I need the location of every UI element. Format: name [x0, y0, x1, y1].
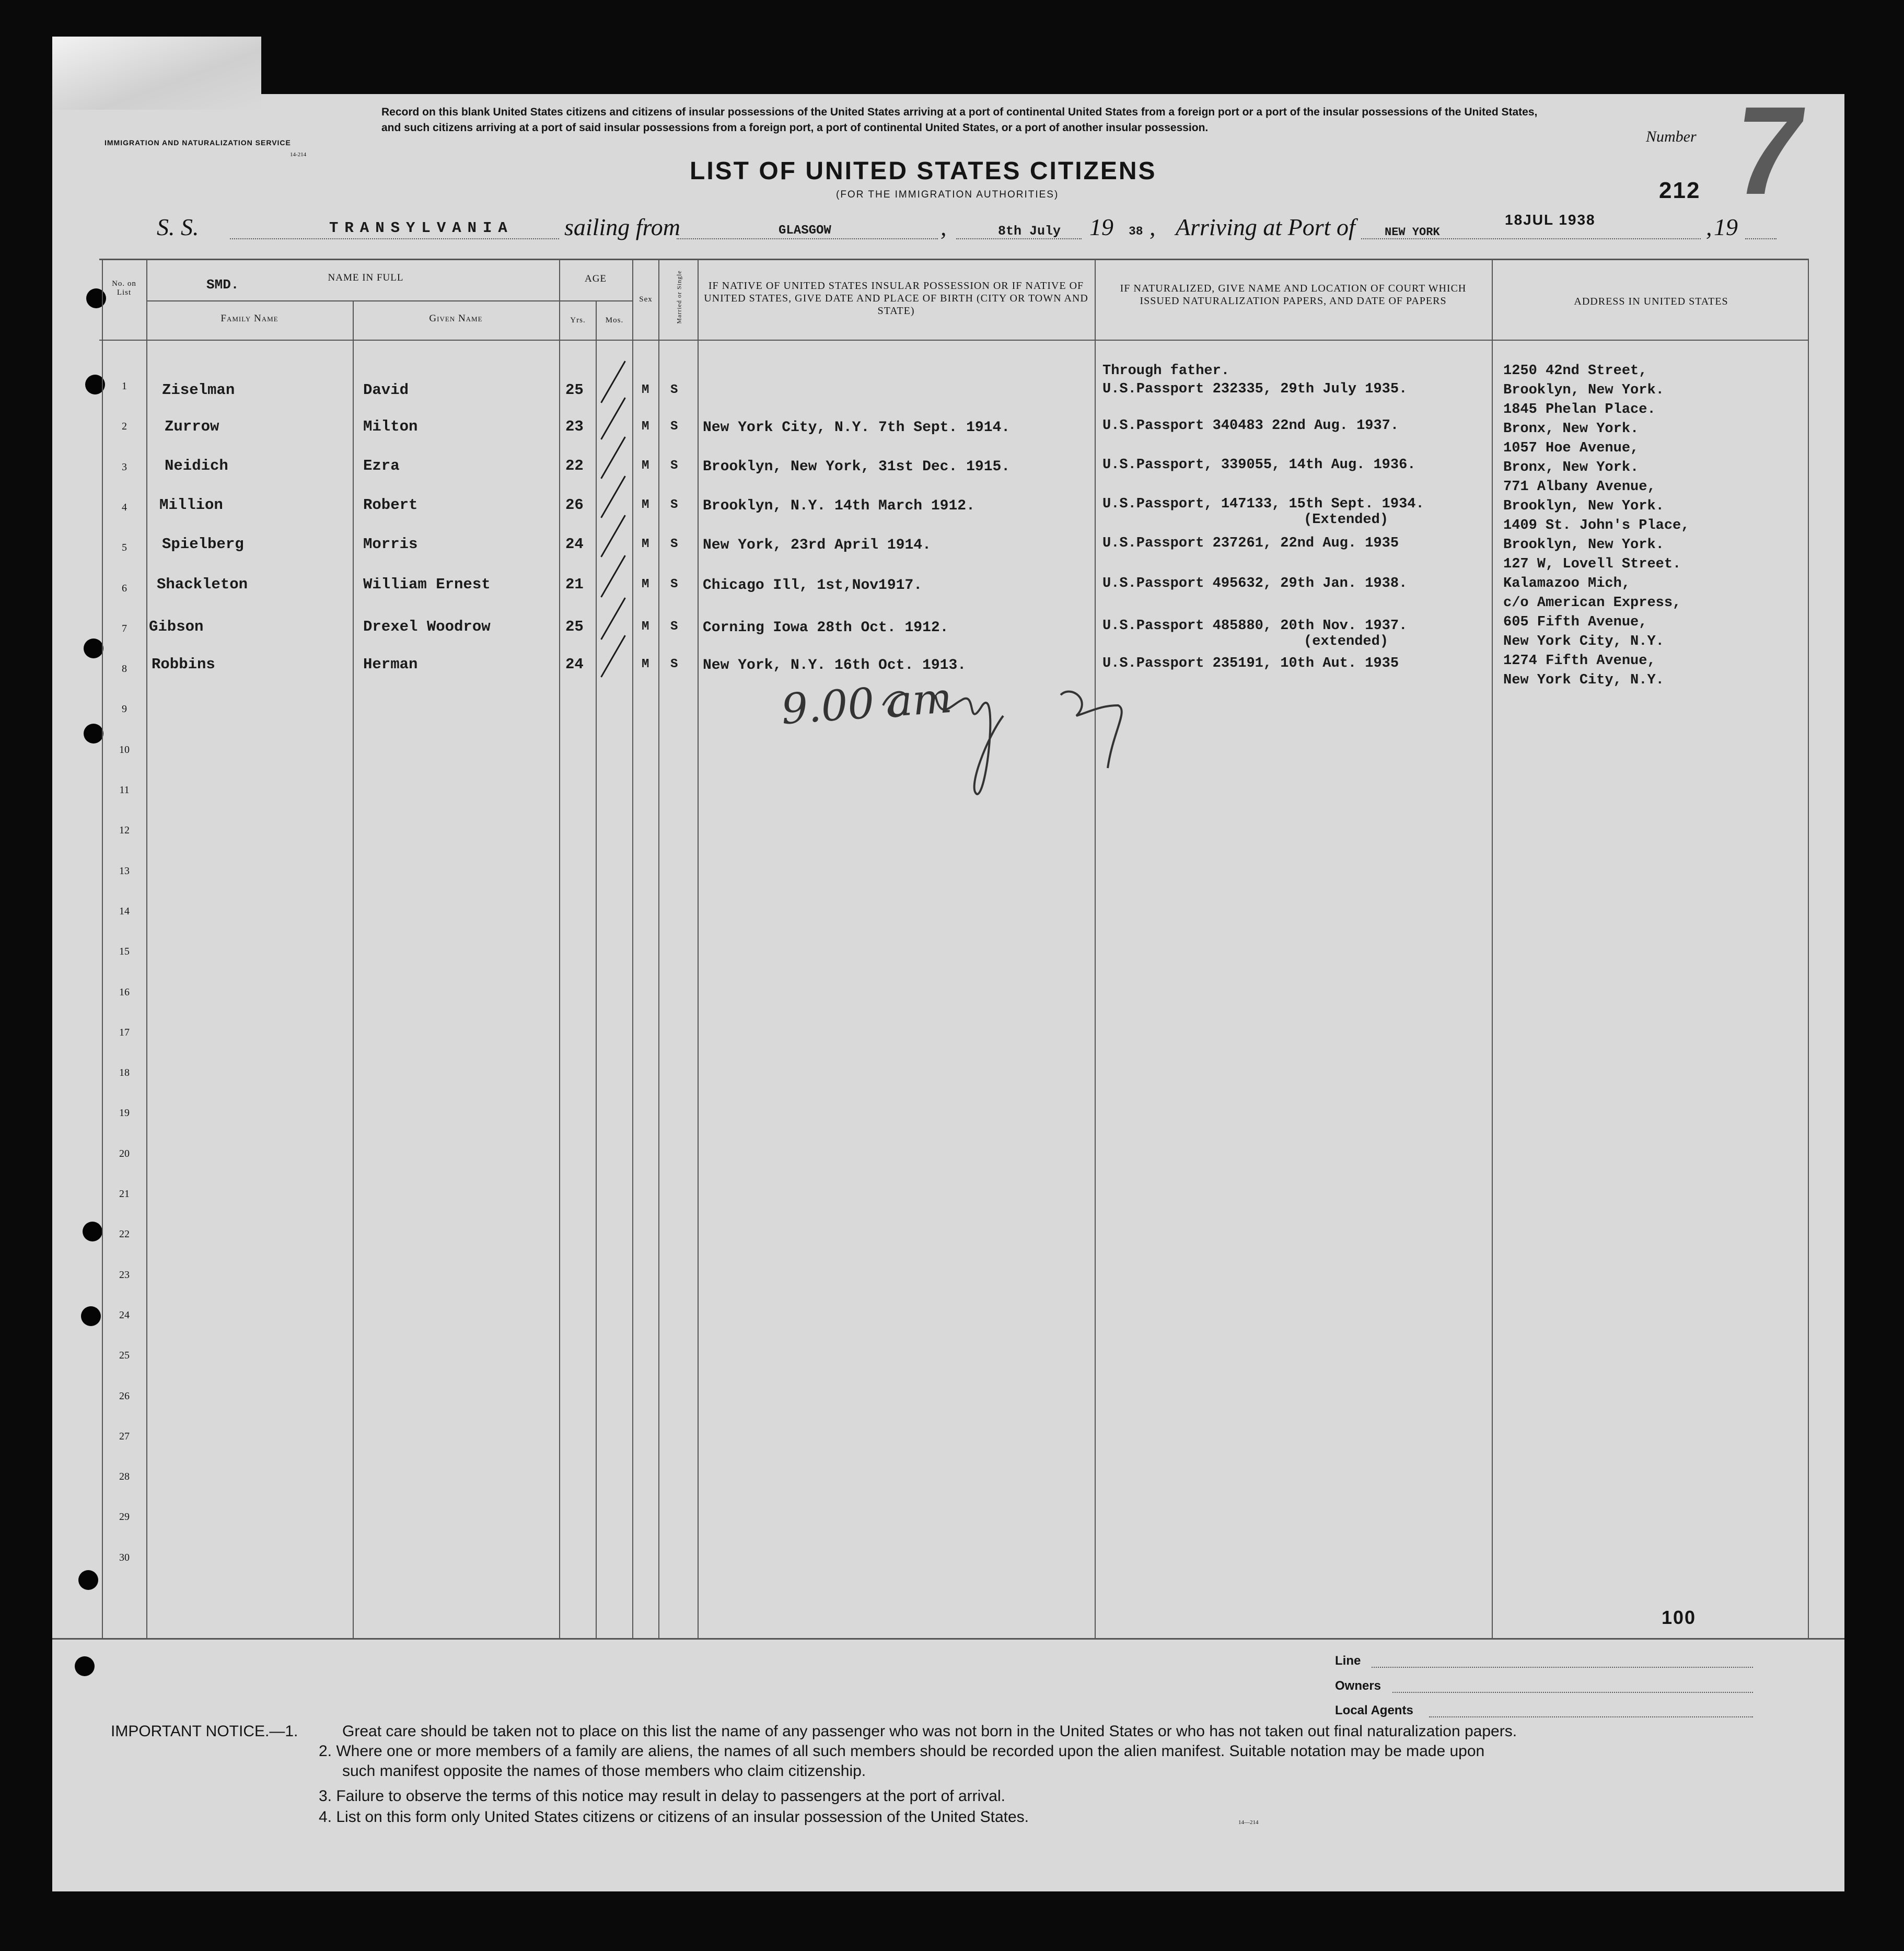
address-cell: Bronx, New York. — [1503, 460, 1639, 475]
col-address: ADDRESS IN UNITED STATES — [1574, 296, 1728, 307]
row-number: 12 — [119, 824, 130, 837]
row-number: 11 — [119, 784, 130, 796]
address-cell: Brooklyn, New York. — [1503, 537, 1664, 553]
marital-status-cell: S — [670, 459, 678, 473]
marital-status-cell: S — [670, 420, 678, 434]
col-birth: IF NATIVE OF UNITED STATES INSULAR POSSESSION OR IF NATIVE OF UNITED STATES, GIVE DATE AND PLACE OF BIRTH (CITY OR TOWN AND STATE) — [704, 280, 1088, 317]
marital-status-cell: S — [670, 498, 678, 512]
row-number: 4 — [122, 501, 127, 513]
sex-cell: M — [642, 498, 649, 512]
address-cell: 1250 42nd Street, — [1503, 363, 1647, 379]
table-top-border — [99, 259, 1808, 260]
age-cell: 24 — [565, 656, 584, 673]
sailing-date: 8th July — [998, 224, 1061, 239]
notice-1: Great care should be taken not to place on this list the name of any passenger who was not born in the United States or who has not taken out final naturalization papers. — [342, 1723, 1517, 1740]
birth-cell: Chicago Ill, 1st,Nov1917. — [703, 577, 923, 594]
marital-status-cell: S — [670, 620, 678, 634]
notice-3: 3. Failure to observe the terms of this notice may result in delay to passengers at the port of arrival. — [319, 1787, 1005, 1805]
address-cell: Brooklyn, New York. — [1503, 382, 1664, 398]
address-cell: 605 Fifth Avenue, — [1503, 614, 1647, 630]
family-name-cell: Ziselman — [162, 381, 235, 399]
handwritten-annotation: 9.00 am — [780, 673, 954, 734]
address-cell: Bronx, New York. — [1503, 421, 1639, 437]
count-stamp: 100 — [1662, 1607, 1697, 1628]
footer-line-label: Line — [1335, 1654, 1361, 1668]
age-cell: 23 — [565, 418, 584, 435]
punch-hole — [84, 638, 103, 658]
family-name-cell: Neidich — [165, 457, 228, 474]
naturalization-cell: U.S.Passport 495632, 29th Jan. 1938. — [1102, 576, 1408, 591]
row-number: 10 — [119, 744, 130, 756]
col-married-single: Married or Single — [675, 270, 683, 324]
col-yrs: Yrs. — [570, 316, 586, 324]
col-age: AGE — [584, 273, 607, 284]
birth-cell: New York, N.Y. 16th Oct. 1913. — [703, 657, 967, 673]
family-name-cell: Shackleton — [157, 576, 248, 593]
row-number: 5 — [122, 542, 127, 554]
naturalization-cell: U.S.Passport 235191, 10th Aut. 1935 — [1102, 656, 1399, 671]
address-cell: 1274 Fifth Avenue, — [1503, 653, 1656, 669]
row-number: 27 — [119, 1430, 130, 1442]
row-number: 16 — [119, 986, 130, 998]
sex-cell: M — [642, 657, 649, 671]
address-cell: 127 W, Lovell Street. — [1503, 556, 1681, 572]
family-name-cell: Spielberg — [162, 536, 244, 553]
address-cell: Kalamazoo Mich, — [1503, 576, 1631, 591]
address-cell: 1057 Hoe Avenue, — [1503, 440, 1639, 456]
naturalization-cell: U.S.Passport, 339055, 14th Aug. 1936. — [1102, 457, 1416, 473]
given-name-cell: Drexel Woodrow — [363, 618, 491, 635]
marital-status-cell: S — [670, 657, 678, 671]
address-cell: New York City, N.Y. — [1503, 672, 1664, 688]
birth-cell: Brooklyn, New York, 31st Dec. 1915. — [703, 459, 1011, 475]
row-number: 13 — [119, 865, 130, 877]
col-family-name: Family Name — [220, 313, 278, 324]
sailing-label: sailing from — [564, 214, 680, 240]
birth-cell: Brooklyn, N.Y. 14th March 1912. — [703, 498, 975, 514]
sex-cell: M — [642, 420, 649, 434]
naturalization-cell: U.S.Passport 340483 22nd Aug. 1937. — [1102, 418, 1399, 434]
row-number: 21 — [119, 1188, 130, 1200]
row-number: 28 — [119, 1471, 130, 1483]
punch-hole — [84, 724, 103, 744]
address-cell: Brooklyn, New York. — [1503, 498, 1664, 514]
birth-cell: New York, 23rd April 1914. — [703, 537, 931, 553]
sex-cell: M — [642, 537, 649, 551]
table-header-border — [99, 340, 1808, 341]
marital-status-cell: S — [670, 383, 678, 397]
signature-scrawl — [779, 674, 1155, 799]
smd-note: SMD. — [206, 277, 239, 293]
row-number: 3 — [122, 461, 127, 473]
address-cell: 1845 Phelan Place. — [1503, 402, 1656, 417]
address-cell: 1409 St. John's Place, — [1503, 518, 1690, 533]
list-number: 212 — [1659, 178, 1701, 203]
department-name: IMMIGRATION AND NATURALIZATION SERVICE — [105, 138, 291, 147]
col-name-in-full: NAME IN FULL — [328, 272, 404, 283]
marital-status-cell: S — [670, 537, 678, 551]
notice-2: 2. Where one or more members of a family are aliens, the names of all such members should be recorded upon the alien manifest. Suitable notation may be made upon — [319, 1743, 1485, 1760]
birth-cell: Corning Iowa 28th Oct. 1912. — [703, 620, 949, 636]
given-name-cell: Ezra — [363, 457, 400, 474]
folded-corner — [52, 37, 261, 110]
punch-hole — [86, 288, 106, 308]
birth-cell: New York City, N.Y. 7th Sept. 1914. — [703, 420, 1011, 436]
punch-hole — [75, 1656, 95, 1676]
given-name-cell: Herman — [363, 656, 418, 673]
row-number: 14 — [119, 905, 130, 917]
given-name-cell: Robert — [363, 496, 418, 514]
punch-hole — [78, 1570, 98, 1590]
ship-name: TRANSYLVANIA — [329, 219, 514, 237]
family-name-cell: Robbins — [152, 656, 215, 673]
form-code: 14-214 — [290, 152, 307, 158]
row-number: 19 — [119, 1107, 130, 1119]
row-number: 1 — [122, 380, 127, 392]
age-cell: 25 — [565, 381, 584, 399]
col-mos: Mos. — [605, 316, 624, 324]
notice-label: IMPORTANT NOTICE.—1. — [111, 1723, 298, 1740]
row-number: 29 — [119, 1511, 130, 1523]
family-name-cell: Zurrow — [165, 418, 219, 435]
naturalization-cell: U.S.Passport 485880, 20th Nov. 1937. — [1102, 618, 1408, 634]
naturalization-cell: (Extended) — [1304, 512, 1389, 528]
row-number: 30 — [119, 1551, 130, 1563]
row-number: 25 — [119, 1350, 130, 1362]
sex-cell: M — [642, 383, 649, 397]
col-no-on-list: No. on List — [112, 280, 136, 297]
sex-cell: M — [642, 459, 649, 473]
year-blank: 19 — [1714, 214, 1738, 240]
arrival-date-stamp: 18JUL 1938 — [1505, 212, 1596, 228]
footer-owners-label: Owners — [1335, 1679, 1381, 1693]
naturalization-cell: Through father. — [1102, 363, 1230, 379]
address-cell: c/o American Express, — [1503, 595, 1681, 611]
sex-cell: M — [642, 620, 649, 634]
col-sex: Sex — [639, 295, 653, 304]
notice-4: 4. List on this form only United States citizens or citizens of an insular possession of the United States. — [319, 1808, 1029, 1826]
row-number: 23 — [119, 1269, 130, 1281]
sex-cell: M — [642, 577, 649, 591]
age-cell: 24 — [565, 536, 584, 553]
ss-label: S. S. — [157, 214, 199, 240]
row-number: 18 — [119, 1067, 130, 1079]
notice-2-cont: such manifest opposite the names of those members who claim citizenship. — [342, 1762, 866, 1780]
naturalization-cell: U.S.Passport 232335, 29th July 1935. — [1102, 381, 1408, 397]
naturalization-cell: U.S.Passport, 147133, 15th Sept. 1934. — [1102, 496, 1424, 512]
arrival-port: NEW YORK — [1385, 226, 1440, 239]
col-given-name: Given Name — [429, 313, 483, 324]
row-number: 20 — [119, 1147, 130, 1159]
departure-port: GLASGOW — [779, 224, 831, 238]
naturalization-cell: (extended) — [1304, 634, 1389, 649]
row-number: 7 — [122, 622, 127, 634]
col-naturalized: IF NATURALIZED, GIVE NAME AND LOCATION OF COURT WHICH ISSUED NATURALIZATION PAPERS, AND DATE OF PAPERS — [1120, 283, 1467, 307]
row-number: 24 — [119, 1309, 130, 1321]
given-name-cell: David — [363, 381, 409, 399]
address-cell: New York City, N.Y. — [1503, 634, 1664, 649]
punch-hole — [81, 1306, 101, 1326]
row-number: 2 — [122, 421, 127, 433]
row-number: 6 — [122, 582, 127, 594]
document-subtitle: (FOR THE IMMIGRATION AUTHORITIES) — [836, 189, 1059, 200]
age-cell: 21 — [565, 576, 584, 593]
row-number: 15 — [119, 946, 130, 958]
age-cell: 25 — [565, 618, 584, 635]
address-cell: 771 Albany Avenue, — [1503, 479, 1656, 495]
age-cell: 22 — [565, 457, 584, 474]
footer-local-agents-label: Local Agents — [1335, 1703, 1413, 1717]
row-number: 26 — [119, 1390, 130, 1402]
row-number: 8 — [122, 663, 127, 675]
given-name-cell: Morris — [363, 536, 418, 553]
row-number: 9 — [122, 703, 127, 715]
given-name-cell: William Ernest — [363, 576, 491, 593]
arriving-label: Arriving at Port of — [1176, 214, 1355, 240]
table-bottom-border — [52, 1638, 1844, 1640]
family-name-cell: Million — [159, 496, 223, 514]
row-number: 22 — [119, 1228, 130, 1240]
punch-hole — [83, 1222, 102, 1241]
document-title: LIST OF UNITED STATES CITIZENS — [690, 157, 1157, 185]
family-name-cell: Gibson — [149, 618, 204, 635]
year-prefix: 19 — [1089, 214, 1113, 240]
year-suffix: 38 — [1129, 225, 1143, 238]
page-number: 7 — [1725, 80, 1815, 220]
given-name-cell: Milton — [363, 418, 418, 435]
number-label: Number — [1646, 128, 1697, 145]
age-cell: 26 — [565, 496, 584, 514]
intro-text: Record on this blank United States citizens and citizens of insular possessions of the United States arriving at a port of continental United States from a foreign port or a port of the insular possessions of the United States, and such citizens arriving at a port of said insular possessions from a foreign port, a port of continental United States, or a port of another insular possession. — [381, 106, 1538, 134]
marital-status-cell: S — [670, 577, 678, 591]
row-number: 17 — [119, 1026, 130, 1038]
footer-form-code: 14—214 — [1238, 1819, 1259, 1826]
naturalization-cell: U.S.Passport 237261, 22nd Aug. 1935 — [1102, 536, 1399, 551]
